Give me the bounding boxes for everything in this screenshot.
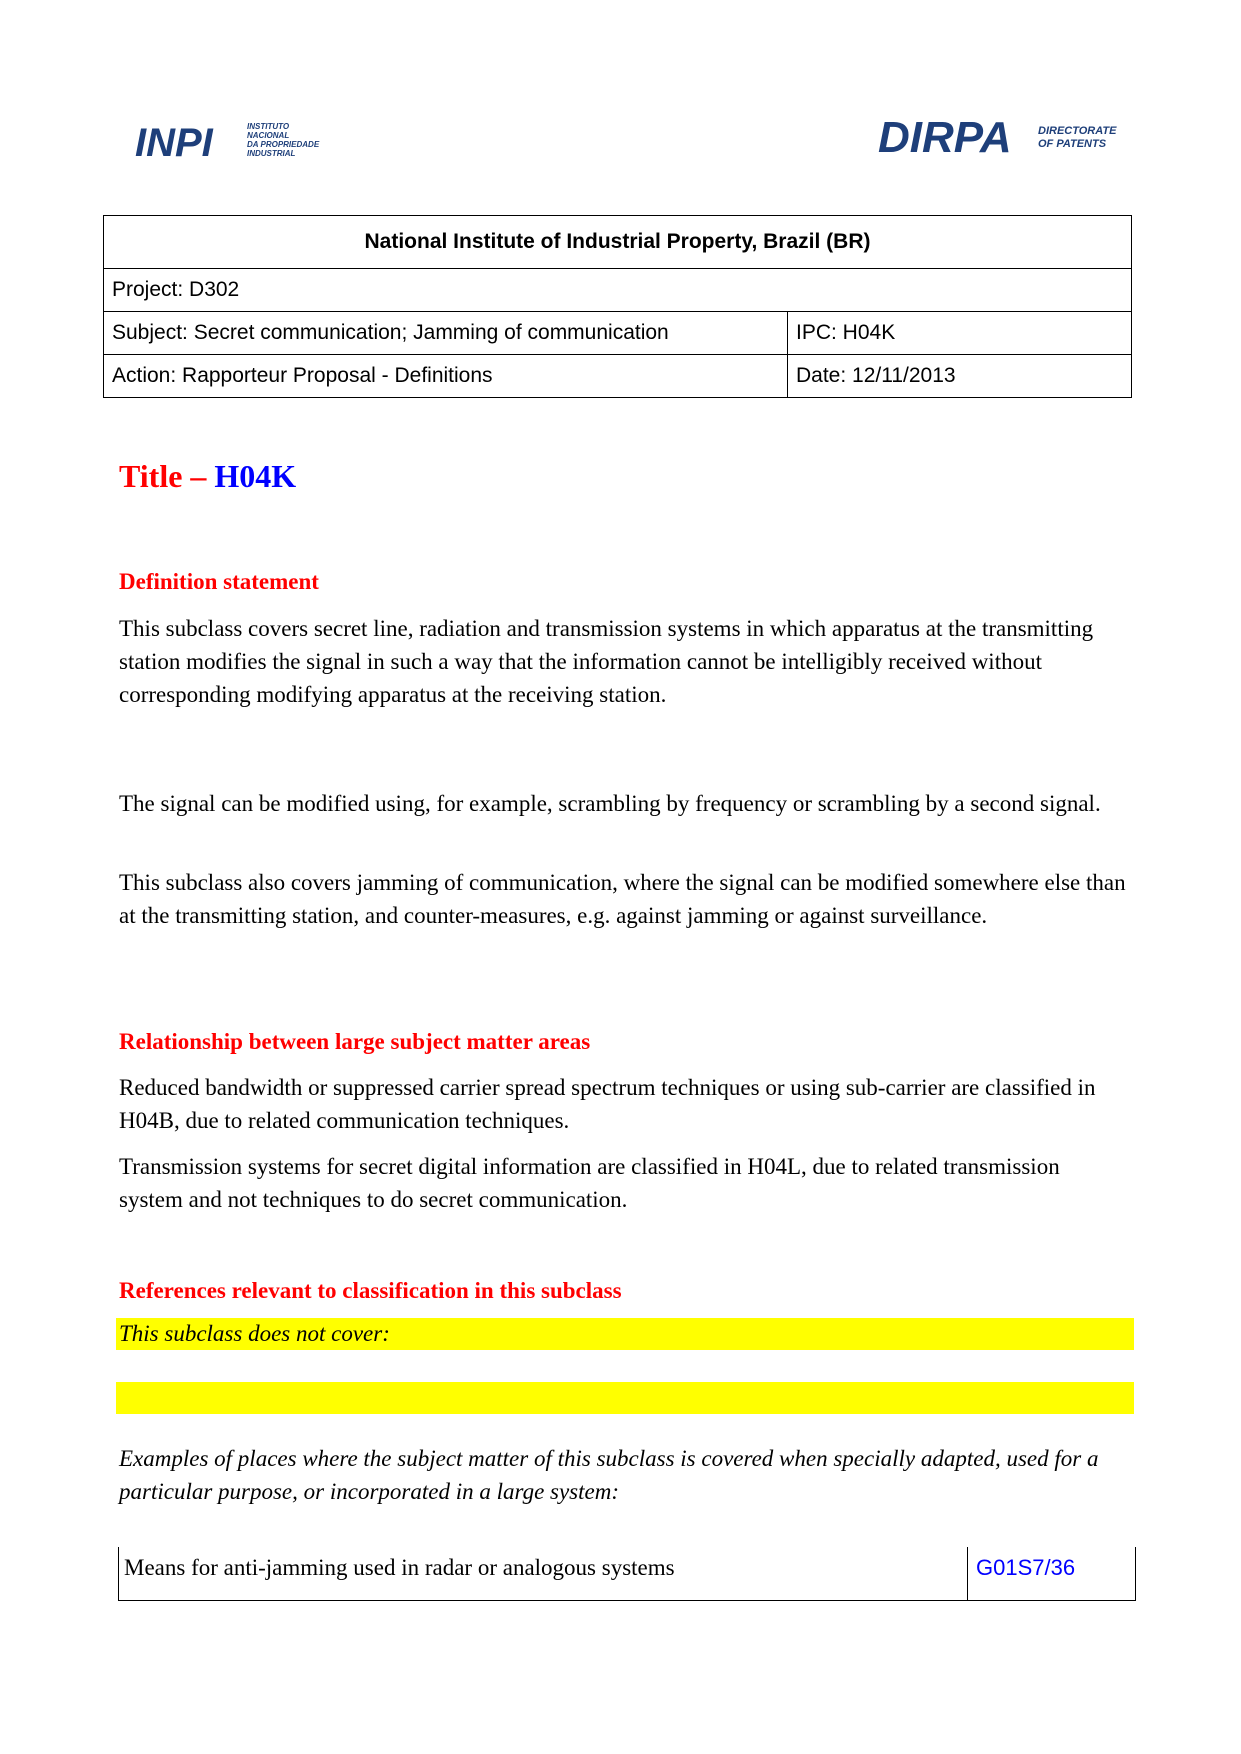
dirpa-logo-line-2: OF PATENTS — [1038, 138, 1107, 150]
date-cell: Date: 12/11/2013 — [788, 355, 1132, 398]
ipc-cell: IPC: H04K — [788, 312, 1132, 355]
not-cover-highlight — [116, 1318, 1134, 1350]
institute-heading: National Institute of Industrial Property, Brazil (BR) — [104, 216, 1132, 269]
reference-description: Means for anti-jamming used in radar or analogous systems — [124, 1555, 675, 1580]
dirpa-logo — [878, 116, 1140, 158]
not-cover-label: This subclass does not cover: — [119, 1321, 390, 1346]
dirpa-logo-brand: DIRPA — [878, 116, 1012, 158]
relationship-heading: Relationship between large subject matter areas — [119, 1029, 591, 1054]
references-heading: References relevant to classification in this subclass — [119, 1278, 622, 1303]
title-prefix: Title – — [119, 458, 215, 494]
inpi-logo-line-3: DA PROPRIEDADE — [247, 140, 320, 149]
inpi-logo-line-4: INDUSTRIAL — [247, 149, 296, 158]
definition-heading: Definition statement — [119, 569, 319, 594]
reference-row — [118, 1547, 1136, 1601]
definition-paragraph-1: This subclass covers secret line, radiation and transmission systems in which apparatus at the transmitting station modifies the signal in such a way that the information cannot be intelligibly received without corresponding modifying apparatus at the receiving station. — [119, 616, 1094, 707]
reference-code-link[interactable]: G01S7/36 — [976, 1555, 1076, 1580]
relationship-paragraph-2: Transmission systems for secret digital information are classified in H04L, due to related transmission system and not techniques to do secret communication. — [119, 1154, 1060, 1212]
project-cell: Project: D302 — [104, 269, 1132, 312]
inpi-logo — [135, 120, 325, 164]
project-info-table — [103, 215, 1132, 398]
definition-paragraph-3: This subclass also covers jamming of communication, where the signal can be modified somewhere else than at the transmitting station, and counter-measures, e.g. against jamming or against surveillance. — [119, 870, 1126, 928]
action-cell: Action: Rapporteur Proposal - Definitions — [104, 355, 788, 398]
inpi-logo-line-2: NACIONAL — [247, 131, 290, 140]
title-code: H04K — [214, 458, 297, 494]
definition-paragraph-2: The signal can be modified using, for example, scrambling by frequency or scrambling by a second signal. — [119, 791, 1101, 816]
relationship-paragraph-1: Reduced bandwidth or suppressed carrier spread spectrum techniques or using sub-carrier are classified in H04B, due to related communication techniques. — [119, 1075, 1096, 1133]
subject-cell: Subject: Secret communication; Jamming of communication — [104, 312, 788, 355]
page-title — [119, 456, 296, 496]
empty-highlight-row — [116, 1382, 1134, 1414]
inpi-logo-brand: INPI — [135, 121, 213, 164]
inpi-logo-line-1: INSTITUTO — [247, 122, 290, 131]
examples-intro: Examples of places where the subject matter of this subclass is covered when specially adapted, used for a particular purpose, or incorporated in a large system: — [119, 1446, 1099, 1504]
reference-divider — [967, 1547, 968, 1600]
dirpa-logo-line-1: DIRECTORATE — [1038, 125, 1117, 137]
